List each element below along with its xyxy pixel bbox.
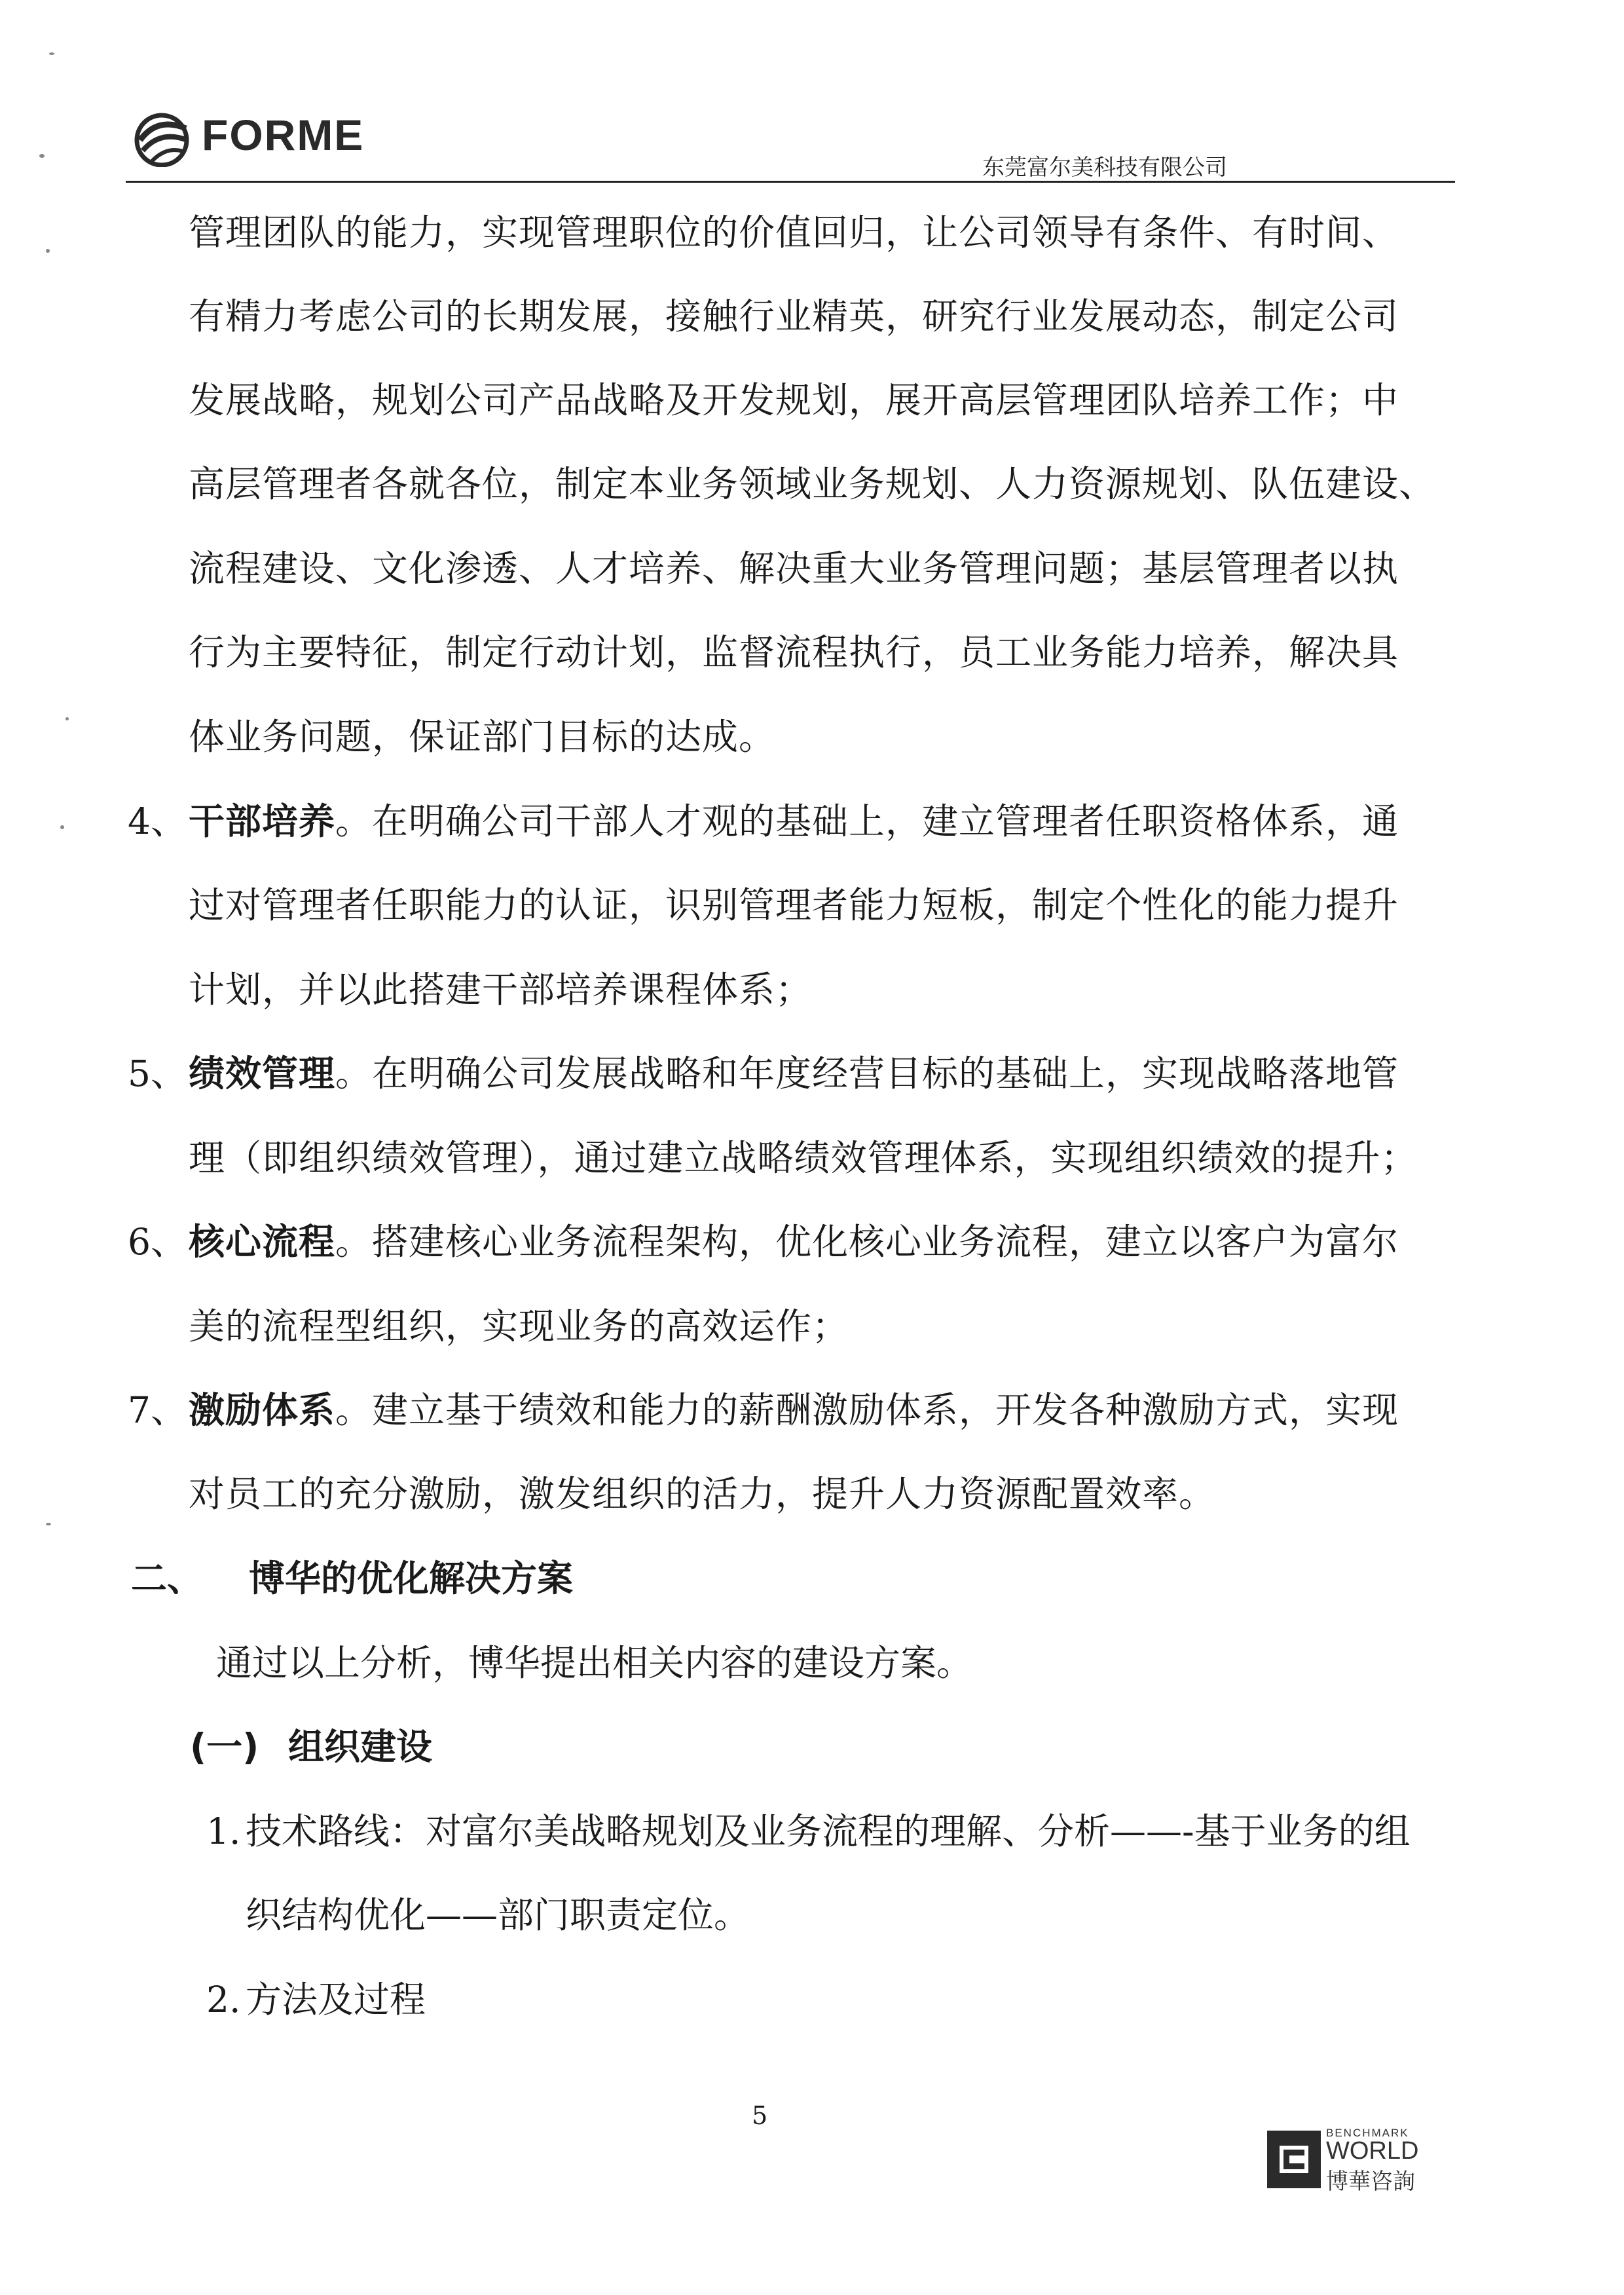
item-number: 5、 — [128, 1053, 187, 1094]
paragraph-line: 发展战略，规划公司产品战略及开发规划，展开高层管理团队培养工作；中 — [189, 379, 1399, 421]
footer-world-text: WORLD — [1326, 2137, 1419, 2165]
page-number: 5 — [752, 2101, 768, 2130]
item-number: 4、 — [128, 800, 187, 842]
item-line: 美的流程型组织，实现业务的高效运作； — [189, 1305, 849, 1347]
item-line: 过对管理者任职能力的认证，识别管理者能力短板，制定个性化的能力提升 — [189, 884, 1399, 926]
footer-benchmark-text: BENCHMARK — [1326, 2127, 1409, 2139]
item-text: 。在明确公司干部人才观的基础上，建立管理者任职资格体系，通 — [335, 800, 1399, 842]
paragraph-line: 体业务问题，保证部门目标的达成。 — [189, 716, 776, 758]
scan-speck — [46, 249, 50, 253]
item-first-line — [189, 1051, 1399, 1096]
scan-speck — [65, 717, 69, 720]
item-title: 干部培养 — [189, 800, 336, 842]
point-number: 1. — [206, 1810, 241, 1852]
scan-speck — [39, 154, 45, 158]
subsection-title: 组织建设 — [288, 1726, 433, 1768]
item-number: 7、 — [128, 1389, 187, 1431]
item-title: 核心流程 — [189, 1221, 336, 1263]
subsection-number: (一) — [190, 1726, 259, 1768]
benchmark-logo-icon — [1267, 2131, 1321, 2188]
section-title: 博华的优化解决方案 — [249, 1558, 574, 1599]
footer-chinese-text: 博華咨詢 — [1326, 2169, 1415, 2195]
point-line: 织结构优化——部门职责定位。 — [246, 1894, 750, 1936]
scan-speck — [46, 1523, 51, 1525]
item-text: 。在明确公司发展战略和年度经营目标的基础上，实现战略落地管 — [335, 1053, 1399, 1094]
item-line: 理（即组织绩效管理），通过建立战略绩效管理体系，实现组织绩效的提升； — [189, 1137, 1418, 1179]
point-line: 技术路线：对富尔美战略规划及业务流程的理解、分析——-基于业务的组 — [246, 1810, 1411, 1852]
scan-speck — [49, 52, 54, 55]
item-text: 。搭建核心业务流程架构，优化核心业务流程，建立以客户为富尔 — [335, 1221, 1399, 1263]
point-line: 方法及过程 — [246, 1979, 426, 2021]
header-company-name: 东莞富尔美科技有限公司 — [982, 155, 1227, 180]
item-line: 计划，并以此搭建干部培养课程体系； — [189, 969, 813, 1011]
paragraph-line: 流程建设、文化渗透、人才培养、解决重大业务管理问题；基层管理者以执 — [189, 548, 1399, 589]
item-title: 激励体系 — [189, 1389, 336, 1431]
section-intro: 通过以上分析，博华提出相关内容的建设方案。 — [216, 1642, 973, 1684]
item-first-line — [189, 1219, 1399, 1265]
paragraph-line: 有精力考虑公司的长期发展，接触行业精英，研究行业发展动态，制定公司 — [189, 295, 1399, 337]
item-title: 绩效管理 — [189, 1053, 336, 1094]
scan-speck — [60, 825, 64, 829]
benchmark-world-logo — [1267, 2127, 1437, 2195]
section-number: 二、 — [131, 1558, 204, 1599]
item-number: 6、 — [128, 1221, 187, 1263]
paragraph-line: 管理团队的能力，实现管理职位的价值回归，让公司领导有条件、有时间、 — [189, 212, 1399, 253]
header-divider — [126, 181, 1455, 183]
point-number: 2. — [206, 1979, 241, 2021]
item-line: 对员工的充分激励，激发组织的活力，提升人力资源配置效率。 — [189, 1473, 1216, 1515]
item-text: 。建立基于绩效和能力的薪酬激励体系，开发各种激励方式，实现 — [335, 1389, 1399, 1431]
paragraph-line: 高层管理者各就各位，制定本业务领域业务规划、人力资源规划、队伍建设、 — [189, 463, 1436, 505]
item-first-line — [189, 798, 1399, 844]
forme-logo-icon — [131, 111, 193, 167]
paragraph-line: 行为主要特征，制定行动计划，监督流程执行，员工业务能力培养，解决具 — [189, 631, 1399, 673]
logo-text: FORME — [202, 111, 365, 159]
item-first-line — [189, 1387, 1399, 1433]
